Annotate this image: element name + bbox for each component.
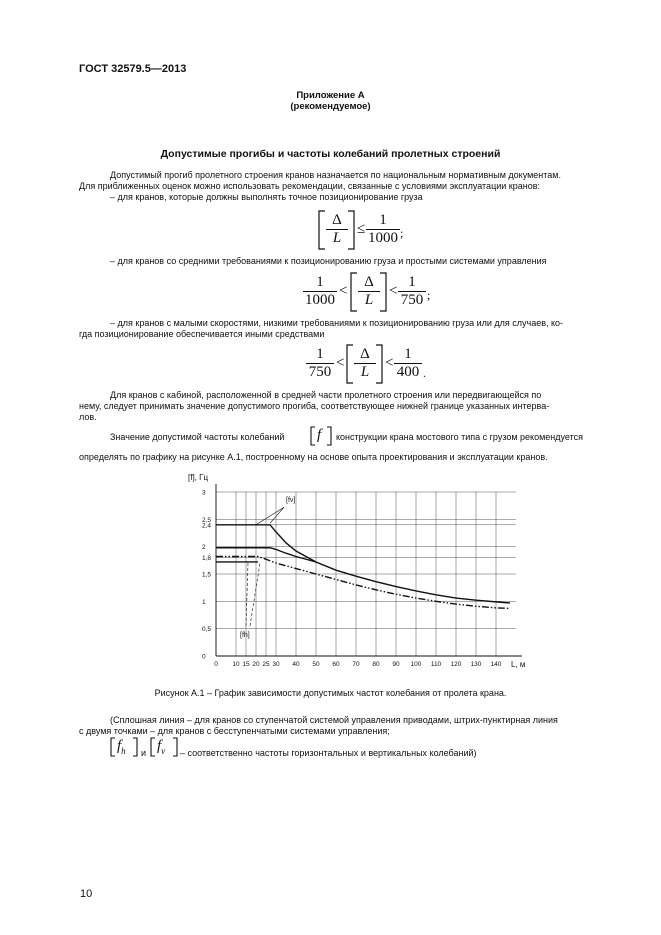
annotation-fv-leader: [270, 507, 284, 523]
x-tick-label: 40: [292, 661, 300, 668]
left-bracket: [346, 344, 354, 384]
y-axis-label: [f], Гц: [188, 473, 209, 482]
x-tick-label: 30: [272, 661, 280, 668]
y-tick-label: 1,5: [202, 571, 212, 579]
numerator-1: 1: [306, 346, 334, 364]
bullet-precise: – для кранов, которые должны выполнять точное позиционирование груза: [110, 192, 423, 202]
paragraph-cabin-2: нему, следует принимать значение допустимого прогиба, соответствующее нижней границе указанных интерва-: [79, 401, 550, 411]
x-tick-label: 50: [312, 661, 320, 668]
paragraph-cabin-3: лов.: [79, 412, 97, 422]
bullet-medium: – для кранов со средними требованиями к позиционированию груза и простыми системами управления: [110, 256, 547, 266]
less-sign: <: [385, 355, 394, 371]
paragraph-1: Допустимый прогиб пролетного строения кранов назначается по национальным нормативным документам.: [110, 170, 561, 180]
fraction-delta-l: [326, 212, 348, 247]
paragraph-frequency-post: конструкции крана мостового типа с грузом рекомендуется: [336, 432, 584, 442]
less-sign: <: [336, 355, 345, 371]
right-bracket: [347, 210, 355, 250]
numerator-delta: Δ: [354, 346, 376, 364]
paragraph-frequency-2: определять по графику на рисунке А.1, построенному на основе опыта проектирования и эксплуатации кранов.: [79, 452, 548, 462]
denominator-l: L: [364, 292, 374, 308]
x-tick-label: 130: [470, 661, 482, 668]
semicolon: ;: [400, 226, 404, 240]
denominator-1000: 1000: [368, 230, 398, 246]
bullet-low-line-2: гда позиционирование обеспечивается иными средствами: [79, 329, 325, 339]
left-bracket: [310, 426, 316, 446]
left-bracket: [318, 210, 326, 250]
x-tick-label: 100: [410, 661, 422, 668]
x-tick-label: 120: [450, 661, 462, 668]
x-tick-label: 0: [214, 661, 218, 668]
right-bracket: [379, 272, 387, 312]
x-tick-label: 140: [490, 661, 502, 668]
frequency-symbol: f: [317, 427, 322, 443]
paragraph-1b: Для приближенных оценок можно использовать рекомендации, связанные с условиями эксплуатации кранов:: [79, 181, 540, 191]
annotation-fh-leader: [246, 563, 248, 626]
y-tick-label: 2: [202, 544, 206, 552]
x-tick-label: 20: [252, 661, 260, 668]
period: .: [423, 366, 426, 380]
fraction-1-750: [306, 346, 334, 381]
x-tick-label: 80: [372, 661, 380, 668]
x-tick-label: 110: [430, 661, 442, 668]
frequency-chart: [180, 470, 530, 675]
fraction-1-1000: [303, 274, 337, 309]
y-tick-label: 1,8: [202, 555, 212, 563]
denominator-1000: 1000: [305, 292, 335, 308]
x-tick-label: 15: [242, 661, 250, 668]
x-tick-label: 70: [352, 661, 360, 668]
right-bracket: [375, 344, 383, 384]
denominator-l: L: [332, 230, 342, 246]
right-bracket: [326, 426, 332, 446]
denominator-750: 750: [400, 292, 424, 308]
fraction-1-750: [398, 274, 426, 309]
fraction-1-1000: [366, 212, 400, 247]
y-tick-label: 3: [202, 489, 206, 497]
numerator-1: 1: [394, 346, 422, 364]
fraction-delta-l: [354, 346, 376, 381]
left-bracket: [110, 737, 116, 757]
denominator-750: 750: [308, 364, 332, 380]
semicolon: ;: [427, 288, 431, 302]
less-sign: <: [389, 283, 398, 299]
left-bracket: [150, 737, 156, 757]
appendix-label: Приложение А: [296, 90, 365, 101]
numerator-1: 1: [398, 274, 426, 292]
numerator-delta: Δ: [358, 274, 380, 292]
fraction-delta-l: [358, 274, 380, 309]
note-line-3: – соответственно частоты горизонтальных и вертикальных колебаний): [180, 748, 477, 758]
annotation-fv: [fv]: [286, 496, 296, 504]
note-line-1: (Сплошная линия – для кранов со ступенчатой системой управления приводами, штрих-пунктирная линия: [110, 715, 558, 725]
x-tick-label: 25: [262, 661, 270, 668]
paragraph-cabin-1: Для кранов с кабиной, расположенной в средней части пролетного строения или передвигающейся по: [110, 390, 542, 400]
annotation-fh-leader: [250, 563, 260, 626]
appendix-type: (рекомендуемое): [290, 101, 371, 112]
less-sign: <: [339, 283, 348, 299]
y-tick-label: 1: [202, 598, 206, 606]
x-tick-label: 90: [392, 661, 400, 668]
page-number: 10: [80, 888, 93, 900]
fraction-1-400: [394, 346, 422, 381]
right-bracket: [132, 737, 138, 757]
denominator-l: L: [360, 364, 370, 380]
y-tick-label: 0,5: [202, 626, 212, 634]
annotation-fh: [fh]: [240, 631, 250, 639]
y-tick-label: 2,4: [202, 522, 212, 530]
document-header: ГОСТ 32579.5—2013: [79, 63, 187, 75]
numerator-1: 1: [303, 274, 337, 292]
x-tick-label: 60: [332, 661, 340, 668]
x-tick-label: 10: [232, 661, 240, 668]
note-and: и: [141, 748, 147, 758]
note-line-2: с двумя точками – для кранов с бесступенчатыми системами управления;: [79, 726, 390, 736]
y-tick-label: 0: [202, 653, 206, 661]
y-tick-label: 2,5: [202, 516, 212, 524]
section-title: Допустимые прогибы и частоты колебаний пролетных строений: [160, 148, 501, 160]
right-bracket: [172, 737, 178, 757]
denominator-400: 400: [396, 364, 420, 380]
bullet-low-line-1: – для кранов с малыми скоростями, низкими требованиями к позиционированию груза или для случаев, ко-: [110, 318, 564, 328]
annotation-fv-leader: [256, 507, 284, 524]
less-equal-sign: ≤: [357, 221, 366, 237]
paragraph-frequency-pre: Значение допустимой частоты колебаний: [110, 432, 285, 442]
fh-symbol: $f_h$: [117, 738, 126, 756]
numerator-delta: Δ: [326, 212, 348, 230]
x-axis-label: L, м: [511, 660, 526, 669]
left-bracket: [350, 272, 358, 312]
numerator-1: 1: [366, 212, 400, 230]
figure-caption: Рисунок А.1 – График зависимости допустимых частот колебания от пролета крана.: [154, 688, 507, 698]
fv-symbol: $f_v$: [157, 738, 166, 756]
